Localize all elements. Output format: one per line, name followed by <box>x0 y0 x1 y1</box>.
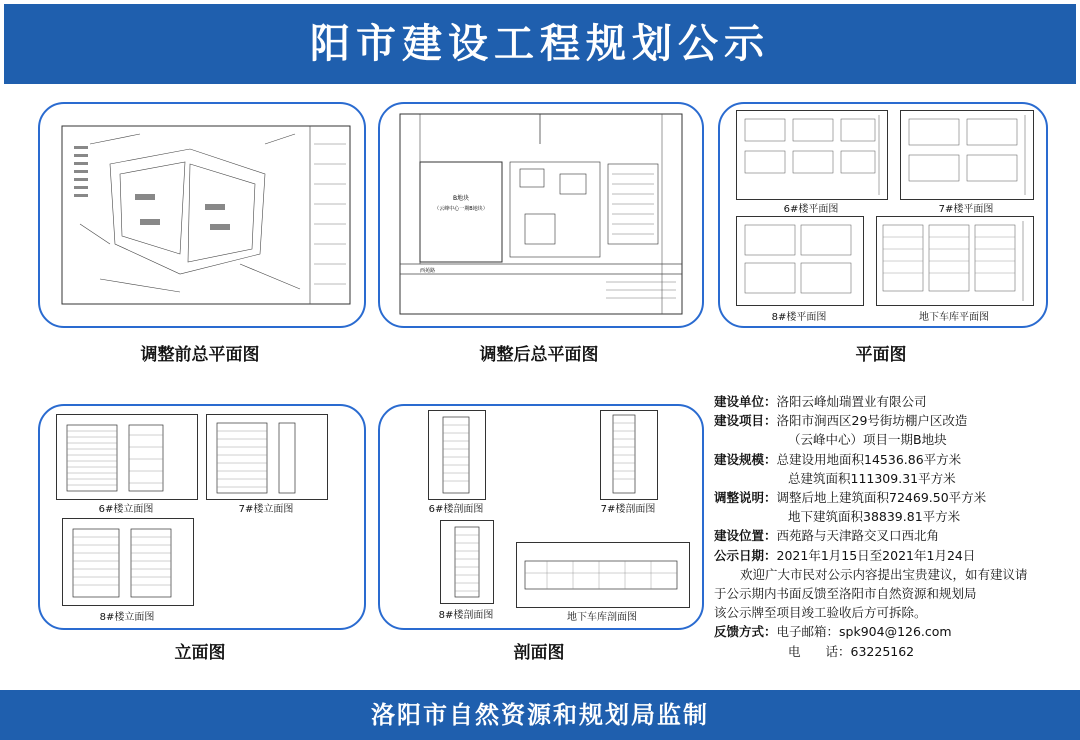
welcome-text-3: 该公示牌至项目竣工验收后方可拆除。 <box>714 605 927 621</box>
before-site-plan-frame <box>38 102 366 328</box>
section-8-label: 8#楼剖面图 <box>438 610 494 621</box>
garage-plan-sheet <box>876 216 1034 306</box>
welcome-text-2: 于公示期内书面反馈至洛阳市自然资源和规划局 <box>714 586 977 602</box>
section-8-sheet <box>440 520 494 604</box>
info-feedback-row <box>714 622 1074 641</box>
sections-frame <box>378 404 704 630</box>
info-welcome-row-3 <box>714 603 1074 622</box>
project-info <box>714 392 1074 661</box>
floor-plan-7-label: 7#楼平面图 <box>938 204 994 215</box>
section-7-sheet <box>600 410 658 500</box>
info-project-row-2 <box>714 430 1074 449</box>
section-7-label: 7#楼剖面图 <box>600 504 656 515</box>
phone-value: 63225162 <box>850 643 915 659</box>
location-value: 西苑路与天津路交叉口西北角 <box>776 528 940 544</box>
project-value-2: （云峰中心）项目一期B地块 <box>788 432 947 448</box>
after-site-plan-frame <box>378 102 704 328</box>
scale-value-2: 总建筑面积111309.31平方米 <box>788 470 956 486</box>
floor-plan-7-sheet <box>900 110 1034 200</box>
before-site-plan-drawing <box>40 104 364 326</box>
elevation-6-sheet <box>56 414 198 500</box>
info-scale-row <box>714 450 1074 469</box>
elevation-8-sheet <box>62 518 194 606</box>
location-label: 建设位置： <box>714 528 777 544</box>
sections-caption: 剖面图 <box>513 643 565 663</box>
project-value-1: 洛阳市涧西区29号街坊棚户区改造 <box>776 413 968 429</box>
garage-section-sheet <box>516 542 690 608</box>
unit-value: 洛阳云峰灿瑞置业有限公司 <box>776 394 927 409</box>
info-welcome-row-2 <box>714 584 1074 603</box>
floor-plan-8-label: 8#楼平面图 <box>771 312 827 323</box>
info-project-row <box>714 411 1074 430</box>
footer-text: 洛阳市自然资源和规划局监制 <box>371 701 709 729</box>
info-location-row <box>714 526 1074 545</box>
info-unit-row <box>714 392 1074 411</box>
floor-plans-caption: 平面图 <box>855 345 907 365</box>
date-value: 2021年1月15日至2021年1月24日 <box>776 547 976 563</box>
adjust-value-1: 调整后地上建筑面积72469.50平方米 <box>776 490 987 506</box>
info-date-row <box>714 546 1074 565</box>
adjust-label: 调整说明： <box>714 490 777 506</box>
section-6-label: 6#楼剖面图 <box>428 504 484 515</box>
section-6-sheet <box>428 410 486 500</box>
scale-value-1: 总建设用地面积14536.86平方米 <box>776 451 962 467</box>
page-title: 阳市建设工程规划公示 <box>310 21 770 67</box>
email-value[interactable]: spk904@126.com <box>839 624 952 640</box>
adjust-value-2: 地下建筑面积38839.81平方米 <box>788 509 961 525</box>
scale-label: 建设规模： <box>714 451 777 467</box>
welcome-text-1: 欢迎广大市民对公示内容提出宝贵建议，如有建议请 <box>740 566 1028 582</box>
info-welcome-row-1 <box>714 565 1074 584</box>
elevations-caption: 立面图 <box>174 643 226 663</box>
elevation-7-label: 7#楼立面图 <box>238 504 294 515</box>
after-site-plan-caption: 调整后总平面图 <box>479 345 599 365</box>
elevation-6-label: 6#楼立面图 <box>98 504 154 515</box>
info-phone-row <box>714 642 1074 661</box>
date-label: 公示日期： <box>714 547 777 563</box>
floor-plan-8-sheet <box>736 216 864 306</box>
elevation-7-sheet <box>206 414 328 500</box>
email-label: 电子邮箱： <box>776 624 840 640</box>
project-label: 建设项目： <box>714 413 777 429</box>
elevations-frame <box>38 404 366 630</box>
garage-plan-label: 地下车库平面图 <box>919 312 989 323</box>
after-site-plan-drawing <box>380 104 702 326</box>
info-adjust-row <box>714 488 1074 507</box>
info-scale-row-2 <box>714 469 1074 488</box>
elevation-8-label: 8#楼立面图 <box>99 612 155 623</box>
block-sub-label: （云峰中心一期B地块） <box>434 206 488 212</box>
phone-label: 电 话： <box>788 643 851 659</box>
floor-plan-6-sheet <box>736 110 888 200</box>
garage-section-label: 地下车库剖面图 <box>567 612 637 623</box>
road-label: 西苑路 <box>420 268 436 274</box>
before-site-plan-caption: 调整前总平面图 <box>140 345 260 365</box>
unit-label: 建设单位： <box>714 394 777 409</box>
floor-plans-frame <box>718 102 1048 328</box>
floor-plan-6-label: 6#楼平面图 <box>783 204 839 215</box>
info-adjust-row-2 <box>714 507 1074 526</box>
feedback-label: 反馈方式： <box>714 624 777 640</box>
block-label: B地块 <box>452 195 470 202</box>
